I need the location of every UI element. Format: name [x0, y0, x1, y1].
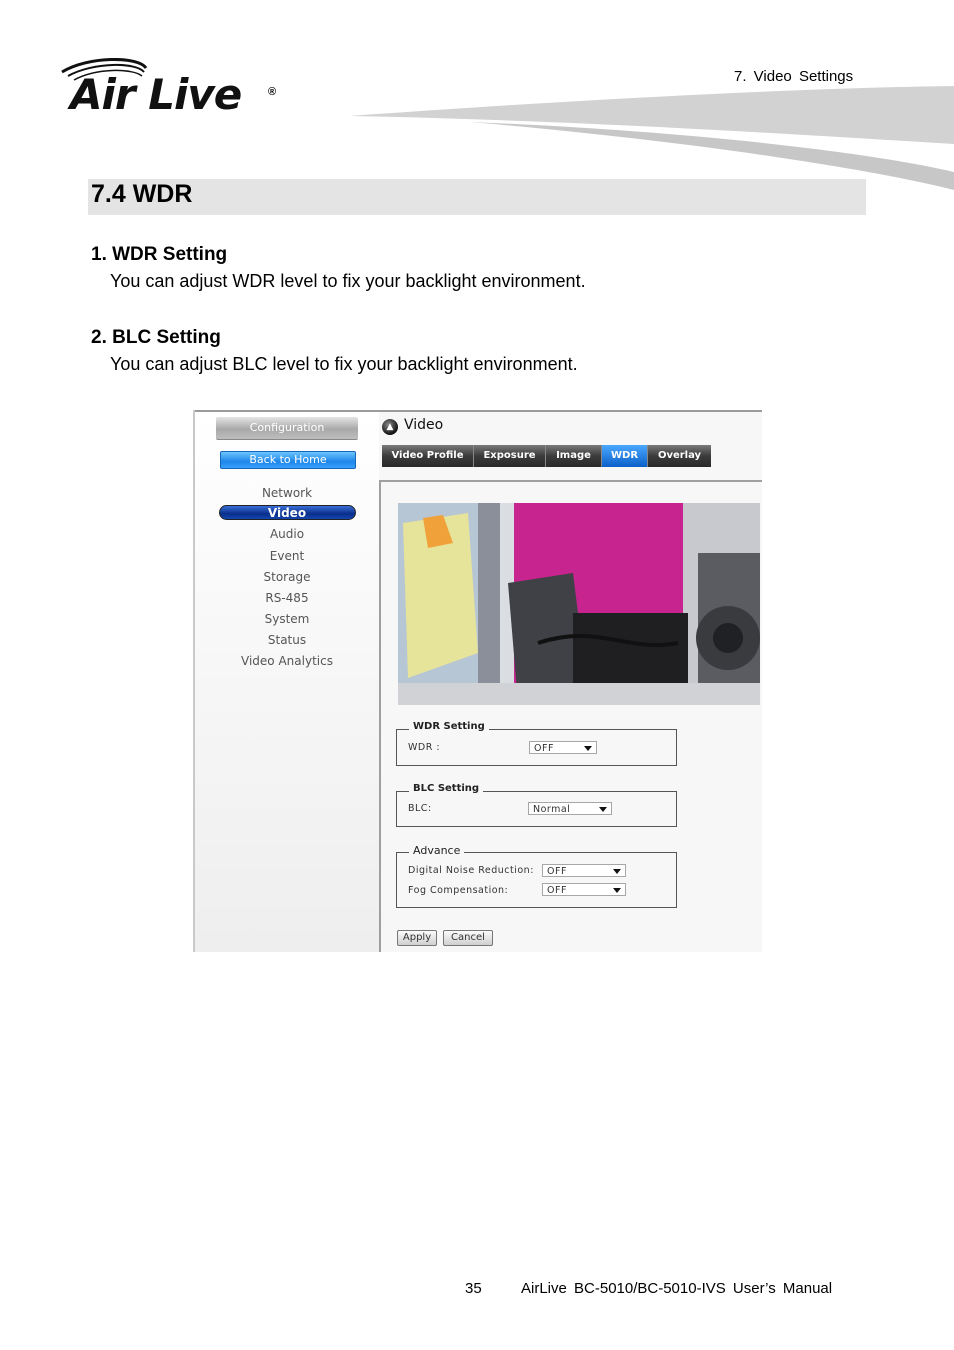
section-title: 7.4 WDR [91, 180, 193, 208]
manual-title: AirLive BC-5010/BC-5010-IVS User’s Manual [521, 1280, 833, 1297]
blc-setting-group [396, 783, 677, 827]
nav-item-video[interactable]: Video [267, 506, 307, 520]
blc-setting-heading: 2. BLC Setting [91, 327, 221, 348]
wdr-select[interactable] [529, 741, 597, 754]
dnr-select[interactable] [542, 864, 626, 877]
cancel-button[interactable]: Cancel [443, 930, 493, 946]
tab-wdr[interactable]: WDR [602, 445, 648, 467]
nav-item-status[interactable]: Status [267, 633, 307, 647]
nav-item-storage[interactable]: Storage [263, 570, 311, 584]
wdr-setting-heading: 1. WDR Setting [91, 244, 228, 265]
back-to-home-button[interactable]: Back to Home [220, 451, 356, 469]
chevron-down-icon [613, 869, 621, 874]
advance-legend: Advance [409, 844, 464, 857]
blc-select[interactable] [528, 802, 612, 815]
wdr-setting-legend: WDR Setting [409, 721, 489, 732]
advance-group [396, 844, 677, 908]
wdr-setting-text: You can adjust WDR level to fix your backlight environment. [110, 271, 586, 291]
chapter-title: 7. Video Settings [734, 68, 854, 85]
configuration-button[interactable]: Configuration [216, 417, 358, 439]
nav-item-audio[interactable]: Audio [269, 527, 305, 541]
page-number: 35 [465, 1280, 482, 1297]
airlive-logo: Air Live [70, 70, 242, 119]
blc-setting-text: You can adjust BLC level to fix your backlight environment. [110, 354, 578, 374]
fog-select-value: OFF [547, 885, 567, 896]
wdr-setting-group [396, 721, 677, 766]
nav-item-video-analytics[interactable]: Video Analytics [241, 654, 333, 668]
tab-exposure[interactable]: Exposure [474, 445, 546, 467]
fog-label: Fog Compensation: [408, 885, 509, 896]
tab-bar [382, 445, 711, 467]
tab-overlay[interactable]: Overlay [657, 450, 702, 461]
tab-image[interactable]: Image [546, 445, 602, 467]
fog-select[interactable] [542, 883, 626, 896]
wdr-label: WDR : [408, 742, 441, 753]
dnr-select-value: OFF [547, 866, 567, 877]
video-section-icon: ▲ [382, 419, 398, 435]
registered-mark: ® [268, 86, 277, 98]
header-swoosh-decoration [340, 80, 954, 195]
wdr-select-value: OFF [534, 743, 554, 754]
page-title: Video [404, 417, 444, 433]
nav-item-event[interactable]: Event [269, 549, 305, 563]
blc-label: BLC: [408, 803, 432, 814]
panel-top-border [193, 410, 762, 412]
camera-preview-image [398, 503, 760, 705]
apply-button[interactable]: Apply [397, 930, 437, 946]
chevron-down-icon [584, 746, 592, 751]
nav-item-rs485[interactable]: RS-485 [265, 591, 309, 605]
nav-item-network[interactable]: Network [261, 486, 313, 500]
chevron-down-icon [599, 807, 607, 812]
blc-select-value: Normal [533, 804, 571, 815]
nav-item-system[interactable]: System [264, 612, 310, 626]
blc-setting-legend: BLC Setting [409, 783, 483, 794]
dnr-label: Digital Noise Reduction: [408, 865, 534, 876]
chevron-down-icon [613, 888, 621, 893]
tab-video-profile[interactable]: Video Profile [382, 445, 474, 467]
section-title-bar [88, 179, 866, 215]
content-top-border [379, 480, 762, 482]
camera-config-screenshot [193, 410, 762, 952]
